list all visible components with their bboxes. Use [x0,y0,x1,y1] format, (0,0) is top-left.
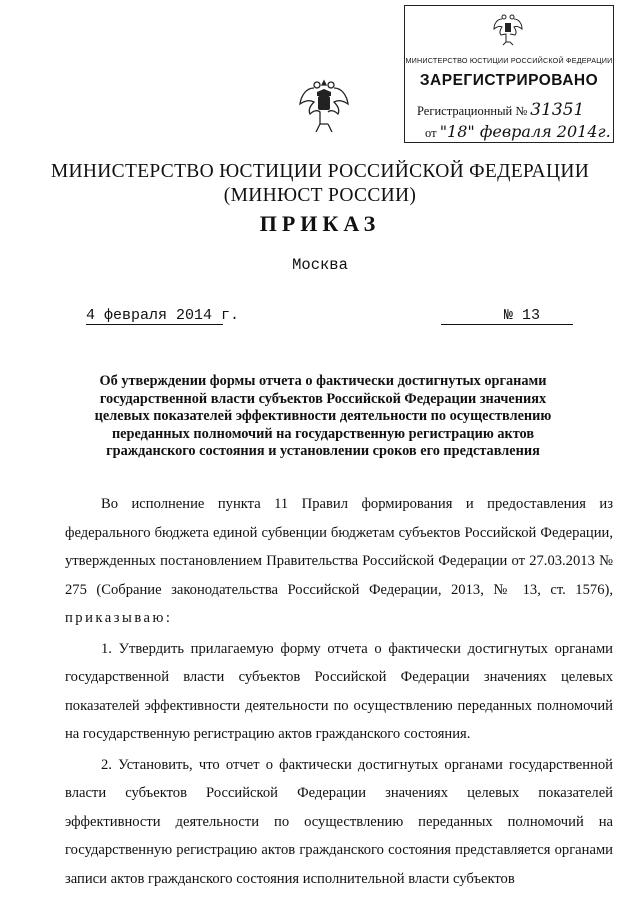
paragraph-1: 1. Утвердить прилагаемую форму отчета о фактически достигнутых органами государственной власти субъектов Российской Федерации значениях целевых показателей эффективности деятельности по осуществлению переданных полномочий на государственную регистрацию актов гражданского состояния. [65,640,613,742]
ministry-name: МИНИСТЕРСТВО ЮСТИЦИИ РОССИЙСКОЙ ФЕДЕРАЦИИ [50,161,590,182]
order-date: 4 февраля 2014 г. [86,307,240,324]
document-type: ПРИКАЗ [259,211,381,236]
stamp-registration-number [417,100,584,120]
date-underline [86,324,223,325]
number-underline [441,324,573,325]
order-title: Об утверждении формы отчета о фактически достигнутых органами государственной власти субъектов Российской Федерации значениях целевых показателей эффективности деятельности по осуществлению переданных полномочий на государственную регистрацию актов гражданского состояния и установлении сроков его представления [94,373,552,459]
stamp-date-handwritten: "18" февраля 2014г. [439,122,611,141]
stamp-reg-number-handwritten: 31351 [530,100,585,120]
stamp-reg-label: Регистрационный № [417,104,528,118]
order-number: № 13 [504,307,541,324]
registration-stamp [404,5,614,143]
order-word: приказываю: [65,610,173,626]
stamp-emblem-icon [493,12,523,46]
paragraph-preamble [65,490,613,633]
paragraph-2: 2. Установить, что отчет о фактически достигнутых органами государственной власти субъектов Российской Федерации значениях целевых показателей эффективности деятельности по осуществлению переданных полномочий на государственную регистрацию актов гражданского состояния представляется органами записи актов гражданского состояния исполнительной власти субъектов [65,756,613,887]
stamp-ministry-text: МИНИСТЕРСТВО ЮСТИЦИИ РОССИЙСКОЙ ФЕДЕРАЦИИ [405,56,613,65]
ministry-header [0,160,640,208]
preamble-text: Во исполнение пункта 11 Правил формирования и предоставления из федерального бюджета единой субвенции бюджетам субъектов Российской Федерации, утвержденных постановлением Правительства Российской Федерации от 27.03.2013 № 275 (Собрание законодательства Российской Федерации, 2013, № 13, ст. 1576), [65,496,613,598]
stamp-registered-text: ЗАРЕГИСТРИРОВАНО [419,72,599,89]
stamp-date-prefix: от [425,126,437,140]
stamp-date [425,122,611,141]
document-body [65,490,613,895]
city: Москва [292,256,348,274]
coat-of-arms-icon [298,78,350,134]
ministry-short-name: (МИНЮСТ РОССИИ) [223,185,417,206]
